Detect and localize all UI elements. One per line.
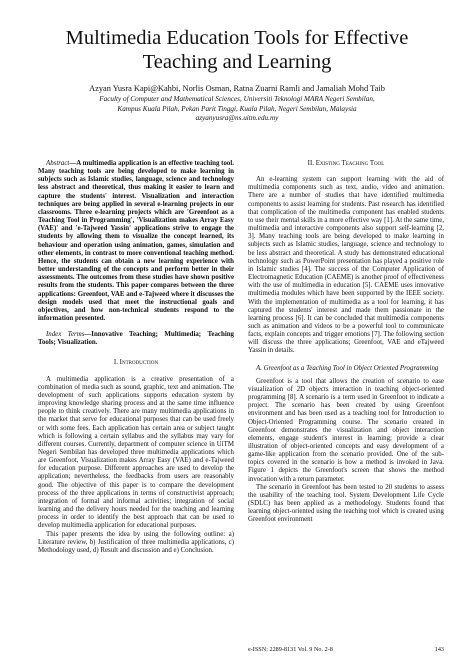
intro-paragraph-1: A multimedia application is a creative presentation of a combination of media such as sound, graphic, text and animation. The development of such applications supports education system by improving knowledge sharing process and at the same time influence people to think creatively. There are many multimedia applications in the market that serve for educational purposes that can be used freely or with some fees. Each application has certain area or subject taught which is following a certain syllabus and the syllabus may vary for different courses. Currently, department of computer science in UiTM Negeri Sembilan has developed three multimedia applications which are Greenfoot, Visualization makes Array Easy (VAE) and e-Tajweed for education purpose. Different approaches are used to develop the application; nevertheless, the feedbacks from users are reasonably good. The objective of this paper is to compare the development process of the three applications in terms of constructivist approach; integration of formal and informal activities; integration of social learning and the delivery hours needed for the teaching and learning process in order to identify the best approach that can be used to develop multimedia application for educational purposes. [38,375,234,530]
index-terms-label: Index Terms [46,331,85,339]
left-column [38,160,234,555]
author-email: azyanyusra@ns.uitm.edu.my [195,114,279,123]
affiliation-line-1: Faculty of Computer and Mathematical Sciences, Universiti Teknologi MARA Negeri Sembilan, [99,95,375,103]
subsection-heading-greenfoot: A. Greenfoot as a Teaching Tool in Object Oriented Programming [256,364,439,372]
index-terms: Index Terms—Innovative Teaching; Multimedia; Teaching Tools; Visualization. [38,331,235,347]
title-line-1: Multimedia Education Tools for Effective [65,27,409,49]
right-column [248,160,444,525]
affiliation [0,95,474,124]
existing-tool-paragraph: An e-learning system can support learning with the aid of multimedia components such as text, audio, video and animation. There are a number of studies that have identified multimedia components to assist learning for students. Past research has identified that complication of the multimedia component has enabled students to use their mental skills in a more effective way [1]. At the same time, multimedia and interactive components also support self-learning [2, 3]. Many teaching tools are being developed to make learning in subjects such as Islamic studies, language, science and technology to be less abstract and theoretical. A study has demonstrated educational technology such as PowerPoint presentation has played a positive role in Islamic studies [4]. The success of the Computer Application of Electromagnetic Education (CAEME) is another proof of effectiveness with the use of multimedia in education [5]. CAEME uses innovative multimedia modules which have been supported by the IEEE society. With the implementation of multimedia as a tool for learning, it has captured the students' interest and made them passionate in the learning process [6]. It can be concluded that multimedia components such as animation and videos to be a powerful tool to communicate facts, explain concepts and trigger emotions [7]. The following section will discuss the three applications; Greenfoot, VAE and eTajweed Yassin in details. [248,176,444,355]
section-heading-introduction: I. Introduction [113,359,159,367]
abstract: Abstract—A multimedia application is an effective teaching tool. Many teaching tools are being developed to make learning in subjects such as Islamic studies, language, science and technology less abstract and theoretical, thus making it easier to learn and capture the students' interest. Visualization and interaction techniques are being applied in several e-learning projects in our classrooms. Three e-learning projects which are 'Greenfoot as a Teaching Tool in Programming', 'Visualization makes Array Easy (VAE)' and 'e-Tajweed Yassin' applications strive to engage the students by allowing them to visualize the concept learned, its behaviour and operation using animation, games, simulation and other elements, in contrast to more conventional teaching method. Hence, the students can obtain a new learning experience with better understanding of the concepts and perform better in their assessments. The outcomes from these studies have shown positive results from the students. This paper compares between the three applications: Greenfoot, VAE and e-Tajweed where it discusses the design models used that meet the instructional goals and objectives, and how non-technical students respond to the information presented. [38,160,234,322]
paper-title [0,26,474,74]
intro-paragraph-2: This paper presents the idea by using the following outline: a) Literature review, b) Justification of three multimedia applications, c) Methodology used, d) Result and discussion and e) Conclusion. [38,530,234,554]
abstract-label: Abstract [46,160,70,167]
section-heading-existing-teaching-tool: II. Existing Teaching Tool [307,160,385,167]
footer-issn: e-ISSN: 2289-8131 Vol. 9 No. 2-8 [248,646,333,653]
authors: Azyan Yusra Kapi@Kahbi, Norlis Osman, Ratna Zuarni Ramli and Jamaliah Mohd Taib [89,84,385,93]
page-number: 143 [434,646,444,653]
abstract-text: A multimedia application is an effective teaching tool. Many teaching tools are being developed to make learning in subjects such as Islamic studies, language, science and technology less abstract and theoretical, thus making it easier to learn and capture the students' interest. Visualization and interaction techniques are being applied in several e-learning projects in our classrooms. Three e-learning projects which are 'Greenfoot as a Teaching Tool in Programming', 'Visualization makes Array Easy (VAE)' and 'e-Tajweed Yassin' applications strive to engage the students by allowing them to visualize the concept learned, its behaviour and operation using animation, games, simulation and other elements, in contrast to more conventional teaching method. Hence, the students can obtain a new learning experience with better understanding of the concepts and perform better in their assessments. The outcomes from these studies have shown positive results from the students. This paper compares between the three applications: Greenfoot, VAE and e-Tajweed where it discusses the design models used that meet the instructional goals and objectives, and how non-technical students respond to the information presented. [38,160,234,322]
greenfoot-paragraph-2: The scenario in Greenfoot has been tested to 20 students to assess the usability of the teaching tool. System Development Life Cycle (SDLC) has been applied as a methodology. Students found that learning object-oriented using the teaching tool which is created using Greenfoot environment [248,483,444,524]
index-terms-text: Innovative Teaching; Multimedia; Teaching Tools; Visualization. [38,331,235,347]
affiliation-line-2: Kampus Kuala Pilah, Pekan Parit Tinggi, Kuala Pilah, Negeri Sembilan, Malaysia [117,104,357,113]
title-line-2: Teaching and Learning [142,51,332,73]
greenfoot-paragraph-1: Greenfoot is a tool that allows the creation of scenario to ease visualization of 2D objects interaction in teaching object-oriented programming [8]. A scenario is a term used in Greenfoot to indicate a project. The scenario has been created by using Greenfoot environment and has been used as a teaching tool for Introduction to Object-Oriented Programming course. The scenario created in Greenfoot demonstrates the visualization and object interaction elements, engage student's interest in learning; provide a clear illustration of object-oriented concepts and easy development of a game-like application from the scenario provided. One of the sub-topics covered in the scenario is how a method is invoked in Java. Figure 1 depicts the Greenfoot's screen that shows the method invocation with a return parameter. [248,377,444,483]
